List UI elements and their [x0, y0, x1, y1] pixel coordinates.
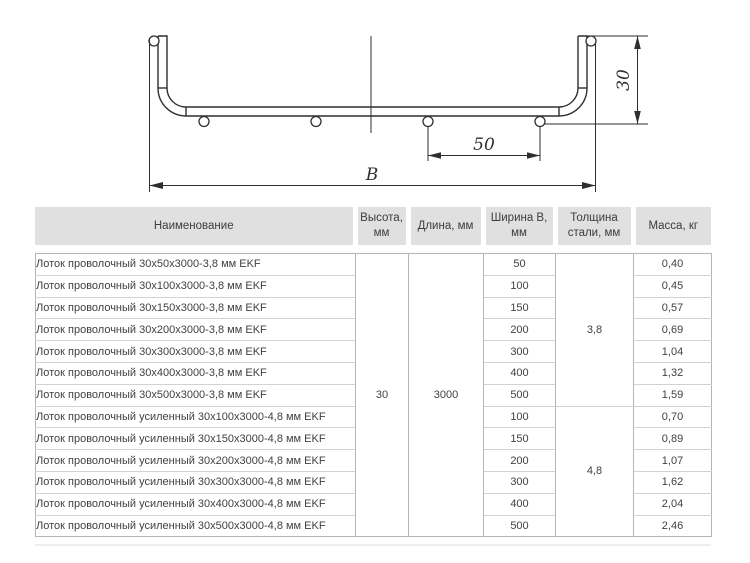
header-length: Длина, мм: [411, 207, 481, 245]
width-cell: 300: [484, 471, 556, 493]
width-cell: 300: [484, 341, 556, 363]
width-cell: 100: [484, 406, 556, 428]
product-name-cell: Лоток проволочный усиленный 30х400х3000-4,8 мм EKF: [36, 493, 356, 515]
header-name: Наименование: [35, 207, 353, 245]
product-name-cell: Лоток проволочный усиленный 30х100х3000-4,8 мм EKF: [36, 406, 356, 428]
table-shadow: [35, 544, 711, 546]
mass-cell: 1,62: [634, 471, 712, 493]
thickness-cell: 3,8: [556, 254, 634, 407]
mass-cell: 2,04: [634, 493, 712, 515]
product-name-cell: Лоток проволочный усиленный 30х300х3000-4,8 мм EKF: [36, 471, 356, 493]
mass-cell: 0,70: [634, 406, 712, 428]
width-cell: 400: [484, 493, 556, 515]
table-header-row: [35, 207, 711, 245]
mass-cell: 1,32: [634, 362, 712, 384]
spec-table: [35, 207, 711, 537]
wire-section-circles: [149, 36, 596, 127]
width-cell: 500: [484, 515, 556, 537]
mass-cell: 0,89: [634, 428, 712, 450]
width-cell: 400: [484, 362, 556, 384]
product-name-cell: Лоток проволочный усиленный 30х150х3000-4,8 мм EKF: [36, 428, 356, 450]
header-thickness: Толщина стали, мм: [558, 207, 631, 245]
mass-cell: 1,07: [634, 450, 712, 472]
product-name-cell: Лоток проволочный 30х500х3000-3,8 мм EKF: [36, 384, 356, 406]
width-cell: 100: [484, 275, 556, 297]
mass-cell: 1,04: [634, 341, 712, 363]
header-width: Ширина В, мм: [486, 207, 553, 245]
width-cell: 150: [484, 297, 556, 319]
product-name-cell: Лоток проволочный 30х100х3000-3,8 мм EKF: [36, 275, 356, 297]
thickness-cell: 4,8: [556, 406, 634, 537]
product-name-cell: Лоток проволочный 30х200х3000-3,8 мм EKF: [36, 319, 356, 341]
product-name-cell: Лоток проволочный 30х400х3000-3,8 мм EKF: [36, 362, 356, 384]
mass-cell: 2,46: [634, 515, 712, 537]
dim-label-overall-width: B: [365, 165, 379, 185]
header-height: Высота, мм: [358, 207, 406, 245]
product-name-cell: Лоток проволочный усиленный 30х200х3000-4,8 мм EKF: [36, 450, 356, 472]
width-cell: 200: [484, 319, 556, 341]
table-row: [36, 254, 712, 276]
mass-cell: 0,40: [634, 254, 712, 276]
width-cell: 500: [484, 384, 556, 406]
product-name-cell: Лоток проволочный 30х150х3000-3,8 мм EKF: [36, 297, 356, 319]
mass-cell: 0,69: [634, 319, 712, 341]
length-cell: 3000: [409, 254, 484, 537]
product-name-cell: Лоток проволочный 30х50х3000-3,8 мм EKF: [36, 254, 356, 276]
mass-cell: 0,57: [634, 297, 712, 319]
product-name-cell: Лоток проволочный усиленный 30х500х3000-4,8 мм EKF: [36, 515, 356, 537]
width-cell: 50: [484, 254, 556, 276]
mass-cell: 0,45: [634, 275, 712, 297]
width-cell: 150: [484, 428, 556, 450]
table-body: [35, 253, 712, 537]
mass-cell: 1,59: [634, 384, 712, 406]
dim-label-wire-spacing: 50: [473, 135, 495, 155]
tray-cross-section-diagram: [0, 0, 750, 205]
header-mass: Масса, кг: [636, 207, 712, 245]
product-name-cell: Лоток проволочный 30х300х3000-3,8 мм EKF: [36, 341, 356, 363]
tray-outline: [158, 36, 587, 116]
height-cell: 30: [356, 254, 409, 537]
dim-label-height: 30: [614, 69, 634, 91]
width-cell: 200: [484, 450, 556, 472]
